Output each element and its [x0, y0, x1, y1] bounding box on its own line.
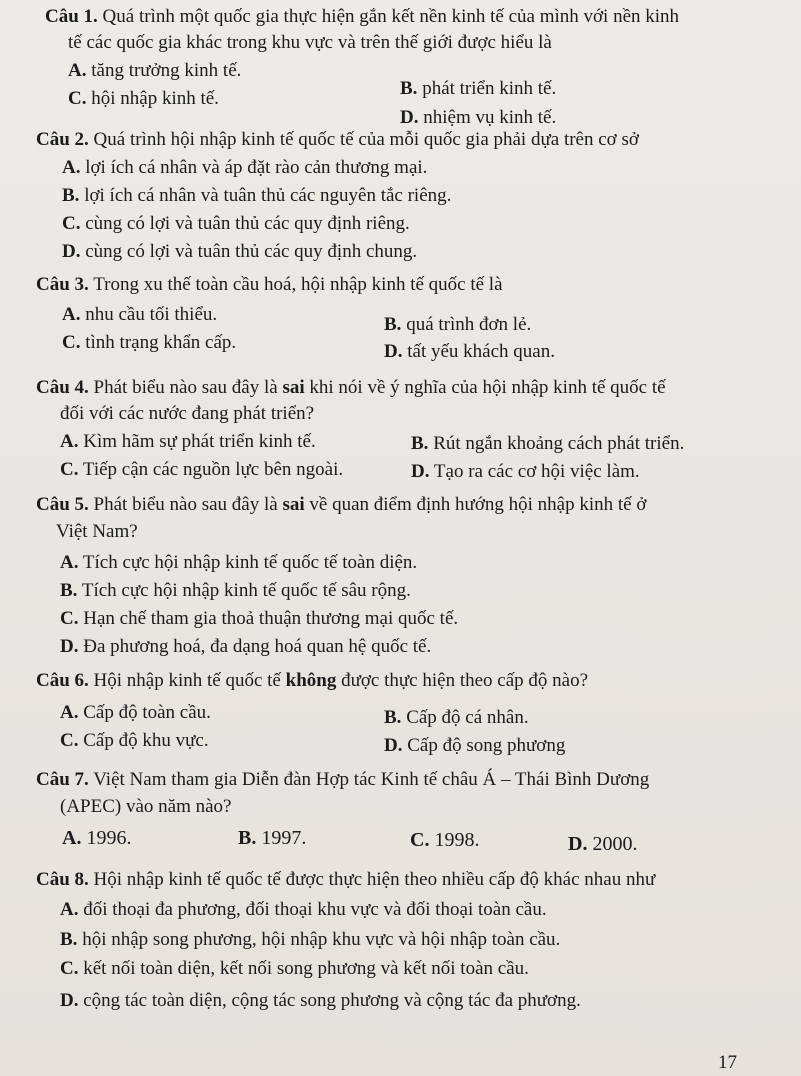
q3-option-a: A. nhu cầu tối thiểu. — [62, 304, 218, 325]
q6-option-c: C. Cấp độ khu vực. — [60, 730, 209, 751]
q6-option-b: B. Cấp độ cá nhân. — [384, 707, 529, 728]
q8-option-d: D. cộng tác toàn diện, cộng tác song phương và cộng tác đa phương. — [60, 990, 581, 1011]
q7-stem-line-2: (APEC) vào năm nào? — [60, 796, 232, 817]
q4-emphasis: sai — [282, 377, 305, 398]
q8-option-b: B. hội nhập song phương, hội nhập khu vực và hội nhập toàn cầu. — [60, 929, 561, 950]
q5-option-d: D. Đa phương hoá, đa dạng hoá quan hệ quốc tế. — [60, 636, 432, 657]
q5-option-a: A. Tích cực hội nhập kinh tế quốc tế toàn diện. — [60, 552, 418, 573]
q7-option-b: B. 1997. — [238, 827, 307, 849]
q6-option-d: D. Cấp độ song phương — [384, 735, 566, 756]
q1-option-d: D. nhiệm vụ kinh tế. — [400, 107, 557, 128]
q6-number: Câu 6. — [36, 670, 89, 691]
q5-stem-line-2: Việt Nam? — [56, 521, 138, 542]
q6-stem-line-1: Câu 6. Hội nhập kinh tế quốc tế không được thực hiện theo cấp độ nào? — [36, 670, 589, 691]
q7-option-c: C. 1998. — [410, 829, 480, 851]
q8-option-c: C. kết nối toàn diện, kết nối song phương và kết nối toàn cầu. — [60, 958, 529, 979]
q7-number: Câu 7. — [36, 769, 89, 790]
q1-stem-line-1: Câu 1. Quá trình một quốc gia thực hiện gắn kết nền kinh tế của mình với nền kinh — [45, 6, 680, 27]
q2-number: Câu 2. — [36, 129, 89, 150]
q4-option-c: C. Tiếp cận các nguồn lực bên ngoài. — [60, 459, 344, 480]
q8-option-a: A. đối thoại đa phương, đối thoại khu vực và đối thoại toàn cầu. — [60, 899, 547, 920]
q4-option-d: D. Tạo ra các cơ hội việc làm. — [411, 461, 640, 482]
q4-option-b: B. Rút ngắn khoảng cách phát triển. — [411, 433, 685, 454]
q4-stem-line-1: Câu 4. Phát biểu nào sau đây là sai khi nói về ý nghĩa của hội nhập kinh tế quốc tế — [36, 377, 666, 398]
q4-option-a: A. Kìm hãm sự phát triển kinh tế. — [60, 431, 316, 452]
q1-stem-line-2: tế các quốc gia khác trong khu vực và trên thế giới được hiểu là — [68, 32, 552, 53]
q7-option-d: D. 2000. — [568, 833, 638, 855]
q3-option-d: D. tất yếu khách quan. — [384, 341, 555, 362]
q3-stem-line-1: Câu 3. Trong xu thế toàn cầu hoá, hội nhập kinh tế quốc tế là — [36, 274, 503, 295]
q5-emphasis: sai — [282, 494, 305, 515]
q6-emphasis: không — [285, 670, 337, 691]
page-number: 17 — [718, 1052, 737, 1073]
q1-number: Câu 1. — [45, 6, 98, 27]
q8-stem-line-1: Câu 8. Hội nhập kinh tế quốc tế được thực hiện theo nhiều cấp độ khác nhau như — [36, 869, 656, 890]
q5-option-c: C. Hạn chế tham gia thoả thuận thương mại quốc tế. — [60, 608, 459, 629]
q7-option-a: A. 1996. — [62, 827, 132, 849]
q2-option-b: B. lợi ích cá nhân và tuân thủ các nguyên tắc riêng. — [62, 185, 452, 206]
q3-number: Câu 3. — [36, 274, 89, 295]
q7-stem-line-1: Câu 7. Việt Nam tham gia Diễn đàn Hợp tác Kinh tế châu Á – Thái Bình Dương — [36, 769, 650, 790]
q3-option-c: C. tình trạng khẩn cấp. — [62, 332, 237, 353]
q6-option-a: A. Cấp độ toàn cầu. — [60, 702, 211, 723]
q2-stem-line-1: Câu 2. Quá trình hội nhập kinh tế quốc tế của mỗi quốc gia phải dựa trên cơ sở — [36, 129, 639, 150]
q2-option-a: A. lợi ích cá nhân và áp đặt rào cản thương mại. — [62, 157, 428, 178]
q5-option-b: B. Tích cực hội nhập kinh tế quốc tế sâu rộng. — [60, 580, 411, 601]
q5-number: Câu 5. — [36, 494, 89, 515]
q4-stem-line-2: đối với các nước đang phát triển? — [60, 403, 315, 424]
q2-option-c: C. cùng có lợi và tuân thủ các quy định riêng. — [62, 213, 410, 234]
q3-option-b: B. quá trình đơn lẻ. — [384, 314, 532, 335]
q2-option-d: D. cùng có lợi và tuân thủ các quy định chung. — [62, 241, 418, 262]
q1-option-c: C. hội nhập kinh tế. — [68, 88, 219, 109]
q1-option-a: A. tăng trưởng kinh tế. — [68, 60, 242, 81]
q1-option-b: B. phát triển kinh tế. — [400, 78, 557, 99]
q5-stem-line-1: Câu 5. Phát biểu nào sau đây là sai về quan điểm định hướng hội nhập kinh tế ở — [36, 494, 647, 515]
q4-number: Câu 4. — [36, 377, 89, 398]
q8-number: Câu 8. — [36, 869, 89, 890]
